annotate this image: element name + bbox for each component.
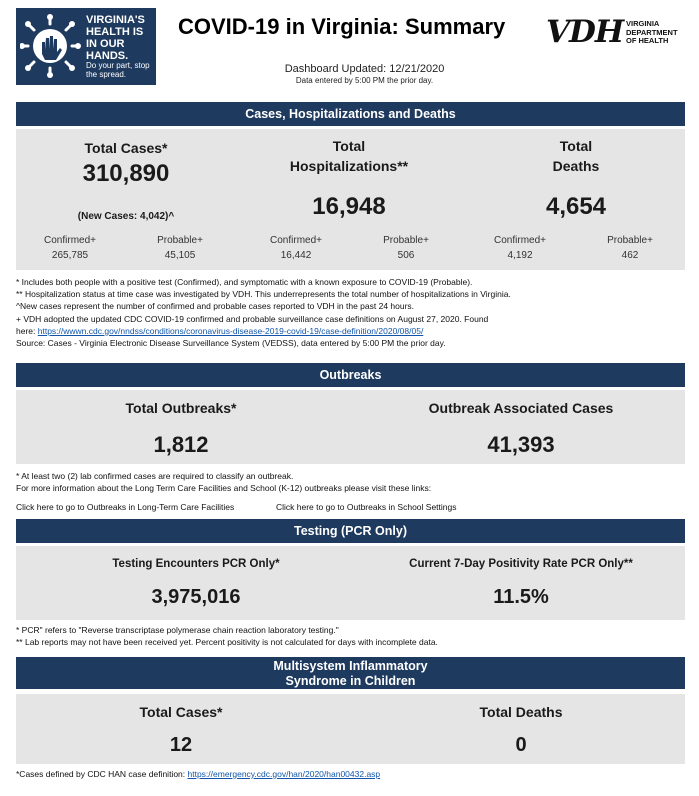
footnote: For more information about the Long Term Care Facilities and School (K-12) outbreaks please visit these links: <box>16 483 432 494</box>
hospitalizations-title-line2: Hospitalizations** <box>289 158 409 174</box>
misc-deaths-title: Total Deaths <box>479 704 563 720</box>
misc-panel <box>16 694 685 764</box>
vdh-logo-mark: VDH <box>546 14 624 50</box>
footnote: ^New cases represent the number of confirmed and probable cases reported to VDH in the past 24 hours. <box>16 301 415 312</box>
deaths-confirmed-value: 4,192 <box>507 250 533 261</box>
footnote: * PCR" refers to "Reverse transcriptase polymerase chain reaction laboratory testing." <box>16 625 339 635</box>
deaths-title-line1: Total <box>559 138 593 154</box>
cases-probable-value: 45,105 <box>164 250 196 261</box>
deaths-probable-label: Probable+ <box>607 235 653 246</box>
misc-footnote <box>16 768 685 780</box>
deaths-value: 4,654 <box>545 193 607 220</box>
logo-subline: Do your part, stop the spread. <box>86 61 150 79</box>
testing-encounters-value: 3,975,016 <box>151 586 241 608</box>
misc-cases-title: Total Cases* <box>139 704 223 720</box>
misc-footnote-text: *Cases defined by CDC HAN case definition: <box>16 769 188 779</box>
total-outbreaks-value: 1,812 <box>153 432 209 457</box>
footnote: + VDH adopted the updated CDC COVID-19 confirmed and probable surveillance case definitions on August 27, 2020. Found <box>16 313 489 324</box>
testing-footnotes <box>16 624 685 648</box>
vdh-logo-text: VIRGINIA DEPARTMENT OF HEALTH <box>626 19 678 45</box>
ltc-outbreaks-link[interactable]: Click here to go to Outbreaks in Long-Term Care Facilities <box>16 502 235 512</box>
positivity-rate-title: Current 7-Day Positivity Rate PCR Only** <box>409 558 633 570</box>
school-outbreaks-link[interactable]: Click here to go to Outbreaks in School Settings <box>276 502 457 512</box>
dashboard-header <box>0 0 699 95</box>
cases-confirmed-value: 265,785 <box>51 250 89 261</box>
misc-section-header <box>16 657 685 689</box>
misc-deaths-value: 0 <box>515 734 527 756</box>
total-cases-title: Total Cases* <box>84 140 168 156</box>
misc-header-line2: Syndrome in Children <box>285 674 416 688</box>
footnote: ** Lab reports may not have been received yet. Percent positivity is not calculated for days with incomplete data. <box>16 637 438 648</box>
footnote: * Includes both people with a positive test (Confirmed), and symptomatic with a known exposure to COVID-19 (Probable). <box>16 277 473 287</box>
hosp-confirmed-label: Confirmed+ <box>270 235 322 246</box>
testing-section-header: Testing (PCR Only) <box>16 519 685 543</box>
deaths-probable-value: 462 <box>621 250 639 261</box>
cases-section-header: Cases, Hospitalizations and Deaths <box>16 102 685 126</box>
hosp-probable-value: 506 <box>397 250 415 261</box>
data-entered-note: Data entered by 5:00 PM the prior day. <box>295 76 434 85</box>
cases-footnotes <box>16 276 685 349</box>
hospitalizations-title-line1: Total <box>332 138 366 154</box>
cases-probable-label: Probable+ <box>157 235 203 246</box>
logo-headline: VIRGINIA'S HEALTH IS IN OUR HANDS. <box>86 14 145 62</box>
total-outbreaks-title: Total Outbreaks* <box>125 400 237 416</box>
cdc-case-definition-link[interactable]: https://wwwn.cdc.gov/nndss/conditions/coronavirus-disease-2019-covid-19/case-definition/2020/08/05/ <box>37 325 424 336</box>
misc-header-line1: Multisystem Inflammatory <box>273 659 428 673</box>
total-cases-value: 310,890 <box>82 160 170 187</box>
page-title: COVID-19 in Virginia: Summary <box>178 14 506 39</box>
outbreak-cases-title: Outbreak Associated Cases <box>428 400 614 416</box>
testing-panel <box>16 546 685 620</box>
deaths-confirmed-label: Confirmed+ <box>494 235 546 246</box>
cases-confirmed-label: Confirmed+ <box>44 235 96 246</box>
outbreaks-footnotes <box>16 470 685 494</box>
han-case-definition-link[interactable]: https://emergency.cdc.gov/han/2020/han00432.asp <box>187 769 381 779</box>
footnote-link-row <box>16 325 685 337</box>
dashboard-updated-date: Dashboard Updated: 12/21/2020 <box>284 63 445 75</box>
outbreaks-panel <box>16 390 685 464</box>
new-cases-label: (New Cases: 4,042)^ <box>77 211 175 222</box>
hosp-probable-label: Probable+ <box>383 235 429 246</box>
deaths-title-line2: Deaths <box>552 158 600 174</box>
outbreaks-section-header: Outbreaks <box>16 363 685 387</box>
footnote-link-prefix: here: <box>16 325 36 336</box>
source-note: Source: Cases - Virginia Electronic Disease Surveillance System (VEDSS), data entered by 5:00 PM the prior day. <box>16 338 446 349</box>
misc-cases-value: 12 <box>169 734 193 756</box>
hosp-confirmed-value: 16,442 <box>280 250 312 261</box>
cases-panel <box>16 129 685 270</box>
footnote: ** Hospitalization status at time case was investigated by VDH. This underrepresents the total number of hospitalizations in Virginia. <box>16 289 511 300</box>
hospitalizations-value: 16,948 <box>312 193 386 220</box>
positivity-rate-value: 11.5% <box>493 586 549 608</box>
footnote: * At least two (2) lab confirmed cases are required to classify an outbreak. <box>16 471 294 481</box>
testing-encounters-title: Testing Encounters PCR Only* <box>112 558 280 570</box>
vdh-logo <box>546 14 686 50</box>
outbreak-cases-value: 41,393 <box>487 432 555 457</box>
